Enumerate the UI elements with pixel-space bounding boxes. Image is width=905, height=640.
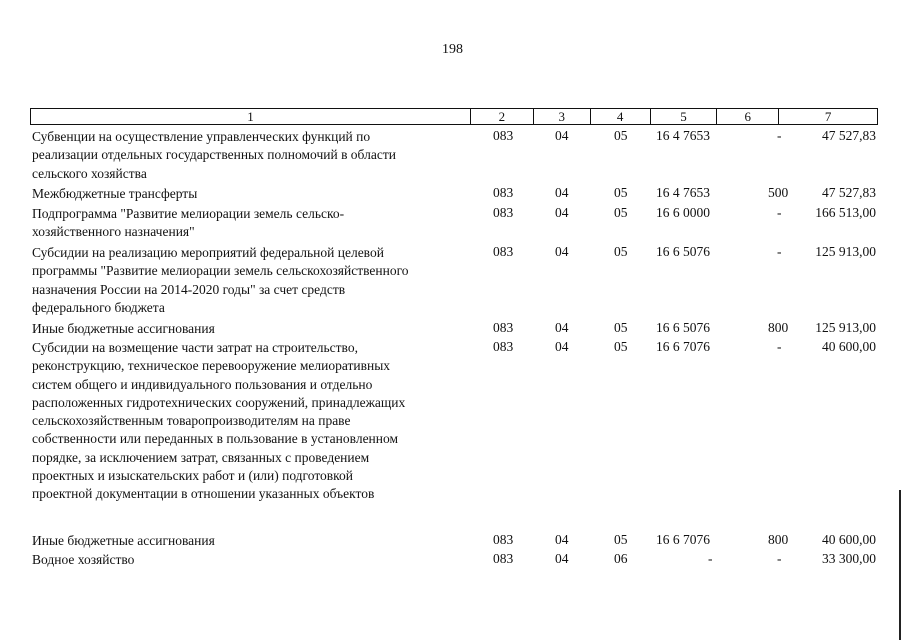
amount: 125 913,00 xyxy=(815,244,876,259)
page-number: 198 xyxy=(442,42,463,57)
description-line: расположенных гидротехнических сооружений, принадлежащих xyxy=(32,394,406,410)
expense-type-code: - xyxy=(777,339,782,354)
row-description xyxy=(32,205,470,242)
header-col-6: 6 xyxy=(717,109,779,124)
description-line: Субвенции на осуществление управленческих функций по xyxy=(32,129,371,144)
subsection-code: 05 xyxy=(614,205,628,220)
row-description xyxy=(32,185,470,203)
expense-type-code: 800 xyxy=(768,320,789,335)
expense-type-code: 800 xyxy=(768,532,789,547)
description-line: Субсидии на реализацию мероприятий федеральной целевой xyxy=(32,245,384,260)
description-line: Субсидии на возмещение части затрат на строительство, xyxy=(32,340,358,355)
ministry-code: 083 xyxy=(493,339,514,354)
expense-type-code: - xyxy=(777,244,782,259)
header-col-7: 7 xyxy=(824,109,832,124)
description-line: назначения России на 2014-2020 годы" за счет средств xyxy=(32,281,346,297)
section-code: 04 xyxy=(555,532,569,547)
section-code: 04 xyxy=(555,339,569,354)
amount: 47 527,83 xyxy=(822,185,876,200)
section-code: 04 xyxy=(555,205,569,220)
expense-type-code: - xyxy=(777,205,782,220)
ministry-code: 083 xyxy=(493,185,514,200)
subsection-code: 05 xyxy=(614,339,628,354)
row-description xyxy=(32,128,470,183)
ministry-code: 083 xyxy=(493,532,514,547)
section-code: 04 xyxy=(555,128,569,143)
subsection-code: 05 xyxy=(614,185,628,200)
description-line: федерального бюджета xyxy=(32,299,165,315)
section-code: 04 xyxy=(555,320,569,335)
description-line: реконструкцию, техническое перевооружение мелиоративных xyxy=(32,358,391,374)
description-line: Иные бюджетные ассигнования xyxy=(32,321,215,336)
expense-type-code: - xyxy=(777,551,782,566)
description-line: Иные бюджетные ассигнования xyxy=(32,533,215,548)
ministry-code: 083 xyxy=(493,244,514,259)
description-line: Межбюджетные трансферты xyxy=(32,186,198,201)
header-col-5: 5 xyxy=(651,109,718,124)
row-description xyxy=(32,244,470,317)
header-col-4: 4 xyxy=(591,109,651,124)
target-article-code: 16 6 0000 xyxy=(656,205,710,220)
description-line: Водное хозяйство xyxy=(32,552,135,567)
target-article-code: 16 6 7076 xyxy=(656,532,710,547)
target-article-code: 16 6 7076 xyxy=(656,339,710,354)
header-col-3: 3 xyxy=(534,109,591,124)
subsection-code: 05 xyxy=(614,320,628,335)
description-line: проектных и изыскательских работ и (или) подготовкой xyxy=(32,468,354,484)
description-line: сельского хозяйства xyxy=(32,165,147,181)
description-line: реализации отдельных государственных полномочий в области xyxy=(32,147,396,163)
amount: 47 527,83 xyxy=(822,128,876,143)
ministry-code: 083 xyxy=(493,320,514,335)
description-line: сельскохозяйственным товаропроизводителям на праве xyxy=(32,413,351,429)
amount: 40 600,00 xyxy=(822,532,876,547)
subsection-code: 05 xyxy=(614,532,628,547)
ministry-code: 083 xyxy=(493,128,514,143)
ministry-code: 083 xyxy=(493,205,514,220)
amount: 40 600,00 xyxy=(822,339,876,354)
target-article-code: 16 6 5076 xyxy=(656,320,710,335)
row-description xyxy=(32,320,470,338)
description-line: систем общего и индивидуального пользования и отдельно xyxy=(32,376,373,392)
target-article-code: 16 4 7653 xyxy=(656,185,710,200)
amount: 166 513,00 xyxy=(815,205,876,220)
row-description xyxy=(32,551,470,569)
subsection-code: 05 xyxy=(614,244,628,259)
section-code: 04 xyxy=(555,244,569,259)
subsection-code: 06 xyxy=(614,551,628,566)
expense-type-code: - xyxy=(777,128,782,143)
target-article-code: 16 6 5076 xyxy=(656,244,710,259)
section-code: 04 xyxy=(555,185,569,200)
amount: 33 300,00 xyxy=(822,551,876,566)
header-col-1: 1 xyxy=(31,109,471,124)
target-article-code: - xyxy=(708,551,713,566)
expense-type-code: 500 xyxy=(768,185,789,200)
description-line: порядке, за исключением затрат, связанных с проведением xyxy=(32,449,370,465)
scan-edge-line xyxy=(899,490,901,640)
description-line: собственности или переданных в пользование в установленном xyxy=(32,431,399,447)
target-article-code: 16 4 7653 xyxy=(656,128,710,143)
description-line: программы "Развитие мелиорации земель сельскохозяйственного xyxy=(32,263,409,279)
row-description xyxy=(32,532,470,550)
description-line: Подпрограмма "Развитие мелиорации земель сельско- xyxy=(32,206,345,221)
row-description xyxy=(32,339,470,504)
description-line: проектной документации в отношении указанных объектов xyxy=(32,486,375,502)
description-line: хозяйственного назначения" xyxy=(32,224,195,240)
amount: 125 913,00 xyxy=(815,320,876,335)
ministry-code: 083 xyxy=(493,551,514,566)
header-col-2: 2 xyxy=(471,109,534,124)
table-header xyxy=(30,108,878,125)
subsection-code: 05 xyxy=(614,128,628,143)
section-code: 04 xyxy=(555,551,569,566)
